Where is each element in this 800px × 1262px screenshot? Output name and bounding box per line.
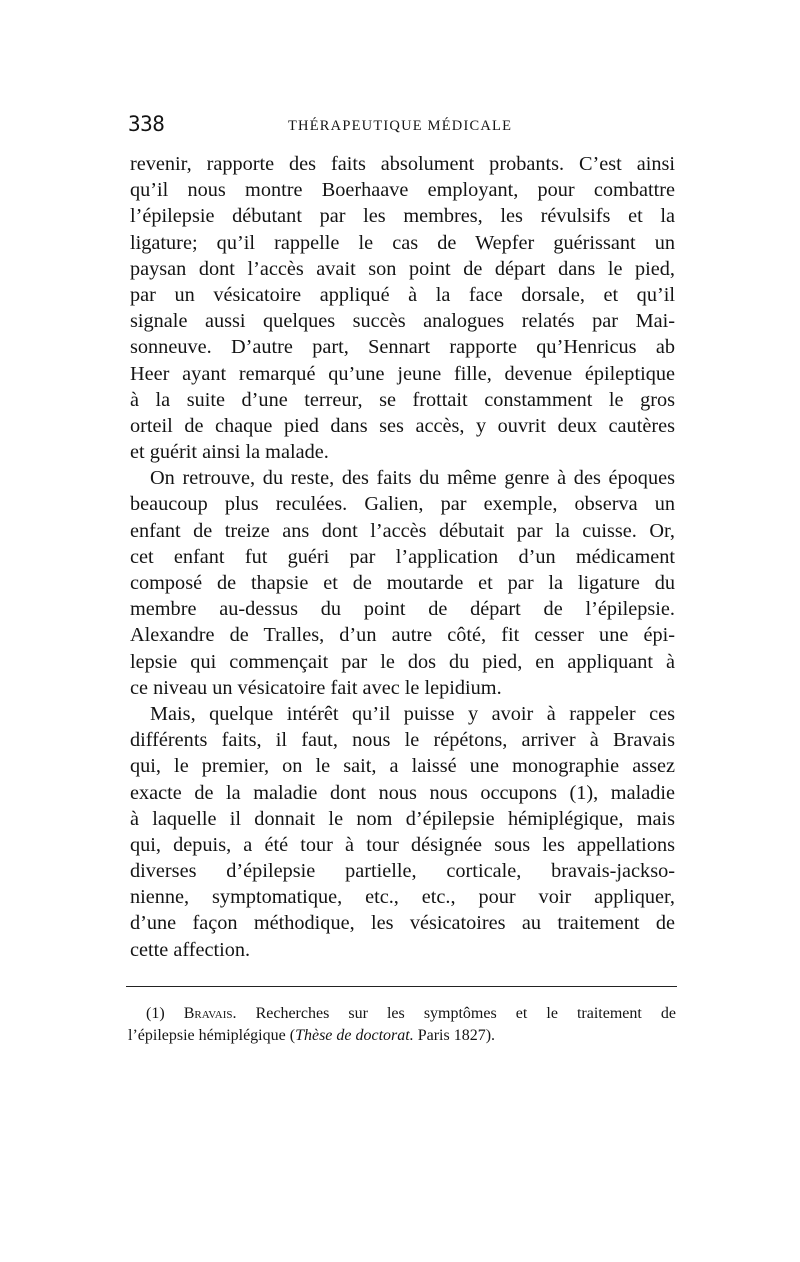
text-line: par un vésicatoire appliqué à la face dorsale, et qu’il	[130, 283, 675, 306]
text-line: signale aussi quelques succès analogues relatés par Mai-	[130, 310, 675, 333]
text-line: composé de thapsie et de moutarde et par la ligature du	[130, 572, 675, 594]
footnote-title: Thèse de doctorat.	[295, 1027, 414, 1044]
text-line: orteil de chaque pied dans ses accès, y ouvrit deux cautères	[130, 414, 675, 437]
footnote-text: Paris 1827).	[413, 1027, 496, 1044]
footnote-line	[146, 1003, 676, 1025]
text-line: cet enfant fut guéri par l’application d’un médicament	[130, 545, 675, 568]
text-line: à laquelle il donnait le nom d’épilepsie hémiplégique, mais	[130, 807, 675, 830]
text-line: d’une façon méthodique, les vésicatoires au traitement de	[130, 912, 675, 935]
text-line: qui, depuis, a été tour à tour désignée sous les appellations	[130, 833, 675, 856]
page-header	[128, 112, 676, 142]
text-line: beaucoup plus reculées. Galien, par exemple, observa un	[130, 493, 675, 516]
text-line: exacte de la maladie dont nous nous occupons (1), maladie	[130, 781, 675, 804]
footnote-text: l’épilepsie hémiplégique (	[128, 1027, 296, 1044]
text-line: qu’il nous montre Boerhaave employant, pour combattre	[130, 179, 675, 202]
text-line: enfant de treize ans dont l’accès débutait par la cuisse. Or,	[130, 519, 675, 542]
footnote-author: Bravais.	[183, 1005, 237, 1022]
text-line: qui, le premier, on le sait, a laissé une monographie assez	[130, 755, 675, 778]
text-line: à la suite d’une terreur, se frottait constamment le gros	[130, 388, 675, 411]
text-line: Mais, quelque intérêt qu’il puisse y avoir à rappeler ces	[150, 702, 675, 725]
footnote-text: Recherches sur les symptômes et le traitement de	[255, 1005, 676, 1022]
text-line: cette affection.	[130, 938, 251, 961]
text-line: revenir, rapporte des faits absolument probants. C’est ainsi	[130, 153, 675, 175]
text-line: ligature; qu’il rappelle le cas de Wepfer guérissant un	[130, 231, 675, 254]
page-number: 338	[128, 112, 165, 136]
footnote-divider	[126, 986, 677, 987]
text-line: ce niveau un vésicatoire fait avec le lepidium.	[130, 676, 502, 699]
text-line: différents faits, il faut, nous le répétons, arriver à Bravais	[130, 729, 675, 752]
text-line: nienne, symptomatique, etc., etc., pour voir appliquer,	[130, 886, 675, 909]
text-line: membre au-dessus du point de départ de l’épilepsie.	[130, 598, 675, 621]
text-line: et guérit ainsi la malade.	[130, 441, 329, 464]
text-line: diverses d’épilepsie partielle, corticale, bravais-jackso-	[130, 860, 675, 883]
text-line: On retrouve, du reste, des faits du même genre à des époques	[150, 467, 675, 490]
text-line: sonneuve. D’autre part, Sennart rapporte qu’Henricus ab	[130, 336, 675, 359]
running-head: THÉRAPEUTIQUE MÉDICALE	[288, 118, 513, 134]
footnote-line	[128, 1025, 570, 1047]
text-line: paysan dont l’accès avait son point de départ dans le pied,	[130, 257, 675, 280]
body-text	[130, 151, 675, 963]
text-line: l’épilepsie débutant par les membres, les révulsifs et la	[130, 205, 675, 228]
footnote	[128, 1003, 676, 1047]
footnote-marker: (1)	[146, 1005, 165, 1022]
text-line: lepsie qui commençait par le dos du pied, en appliquant à	[130, 650, 675, 673]
text-line: Heer ayant remarqué qu’une jeune fille, devenue épileptique	[130, 362, 675, 385]
text-line: Alexandre de Tralles, d’un autre côté, fit cesser une épi-	[130, 624, 675, 647]
